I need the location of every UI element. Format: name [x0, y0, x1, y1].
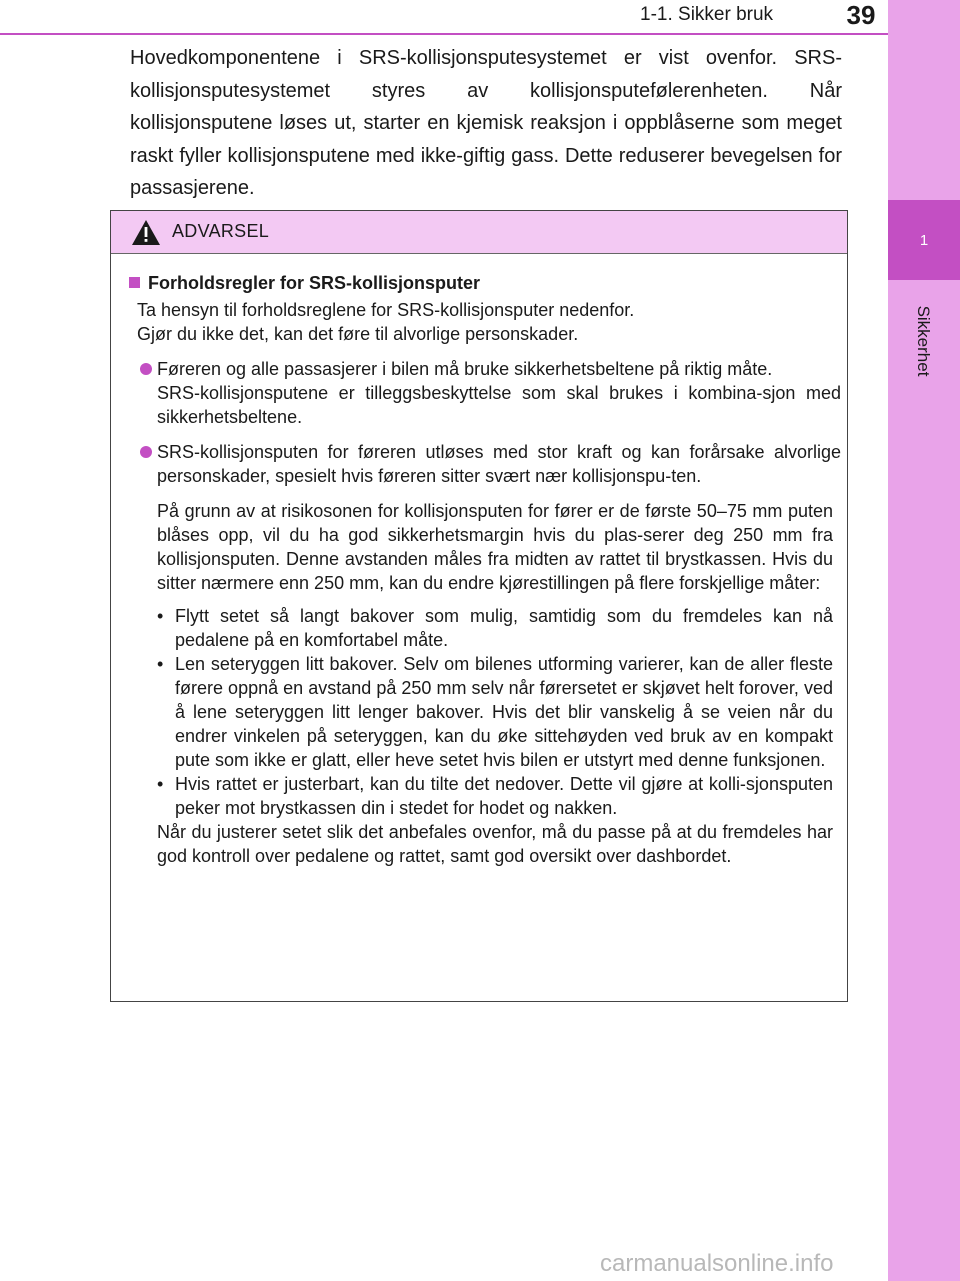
- distance-paragraph: På grunn av at risikosonen for kollisjonsputen for fører er de første 50–75 mm puten blåses opp, vil du ha god sikkerhetsmargin hvis du plas-serer deg 250 mm fra kollisjonsputen. Denne avstanden måles fra midten av rattet til brystkassen. Hvis du sitter nærmere enn 250 mm, kan du endre kjørestillingen på flere forskjellige måter:: [157, 501, 833, 593]
- section-heading: [129, 271, 841, 295]
- list-item: [157, 604, 833, 652]
- warning-box: [110, 210, 848, 1002]
- bullet-item: [157, 357, 841, 429]
- list-item-text: Len seteryggen litt bakover. Selv om bilenes utforming varierer, kan de aller fleste førere oppnå en avstand på 250 mm selv når førersetet er skjøvet helt forover, ved å lene seteryggen litt lenger bakover. Hvis det blir vanskelig å se veien når du endrer vinkelen på seteryggen, kan du øke sittehøyden ved bruk av en kompakt pute som ikke er glatt, eller heve setet hvis bilen er utstyrt med denne funksjonen.: [175, 654, 833, 770]
- list-item-text: Flytt setet så langt bakover som mulig, samtidig som du fremdeles kan nå pedalene på en komfortabel måte.: [175, 606, 833, 650]
- watermark: carmanualsonline.info: [600, 1250, 834, 1277]
- bullet-text: SRS-kollisjonsputen for føreren utløses med stor kraft og kan forårsake alvorlige personskader, spesielt hvis føreren sitter svært nær kollisjonspu-ten.: [157, 442, 841, 486]
- chapter-side-tab: [888, 0, 960, 1281]
- circle-bullet-icon: [140, 446, 152, 458]
- intro-paragraph: Hovedkomponentene i SRS-kollisjonsputesystemet er vist ovenfor. SRS-kollisjonsputesystemet styres av kollisjonsputefølerenheten. Når kollisjonsputene løses ut, starter en kjemisk reaksjon i oppblåserne som meget raskt fyller kollisjonsputene med ikke-giftig gass. Dette reduserer bevegelsen for passasjerene.: [130, 47, 842, 199]
- closing-paragraph: Når du justerer setet slik det anbefales ovenfor, må du passe på at du fremdeles har god kontroll over pedalene og rattet, samt god oversikt over dashbordet.: [157, 822, 833, 866]
- square-bullet-icon: [129, 277, 140, 288]
- list-bullet: •: [157, 654, 164, 674]
- chapter-label: Sikkerhet: [914, 305, 933, 377]
- section-intro-line-2: Gjør du ikke det, kan det føre til alvorlige personskader.: [137, 324, 579, 344]
- warning-triangle-icon: [131, 219, 161, 246]
- section-intro-line-1: Ta hensyn til forholdsreglene for SRS-kollisjonsputer nedenfor.: [137, 300, 635, 320]
- section-intro: [137, 298, 841, 346]
- list-bullet: •: [157, 606, 164, 626]
- circle-bullet-icon: [140, 363, 152, 375]
- list-item: [157, 772, 833, 820]
- warning-header: [111, 211, 847, 254]
- list-item-text: Hvis rattet er justerbart, kan du tilte det nedover. Dette vil gjøre at kolli-sjonsputen peker mot brystkassen din i stedet for hodet og nakken.: [175, 774, 833, 818]
- list-bullet: •: [157, 774, 164, 794]
- header-section-title: 1-1. Sikker bruk: [640, 4, 774, 25]
- page-number: 39: [846, 0, 876, 30]
- list-item: [157, 652, 833, 772]
- section-heading-text: Forholdsregler for SRS-kollisjonsputer: [148, 273, 481, 293]
- bullet-item: [157, 440, 841, 488]
- warning-title: ADVARSEL: [172, 221, 270, 241]
- bullet-text: Føreren og alle passasjerer i bilen må bruke sikkerhetsbeltene på riktig måte.: [157, 359, 773, 379]
- bullet-text-continued: SRS-kollisjonsputene er tilleggsbeskyttelse som skal brukes i kombina-sjon med sikkerhetsbeltene.: [157, 383, 841, 427]
- header-rule: [0, 33, 888, 35]
- chapter-label-container: [910, 296, 936, 386]
- warning-section: [129, 271, 841, 868]
- chapter-number: 1: [919, 232, 929, 249]
- adjustment-list: [157, 604, 833, 820]
